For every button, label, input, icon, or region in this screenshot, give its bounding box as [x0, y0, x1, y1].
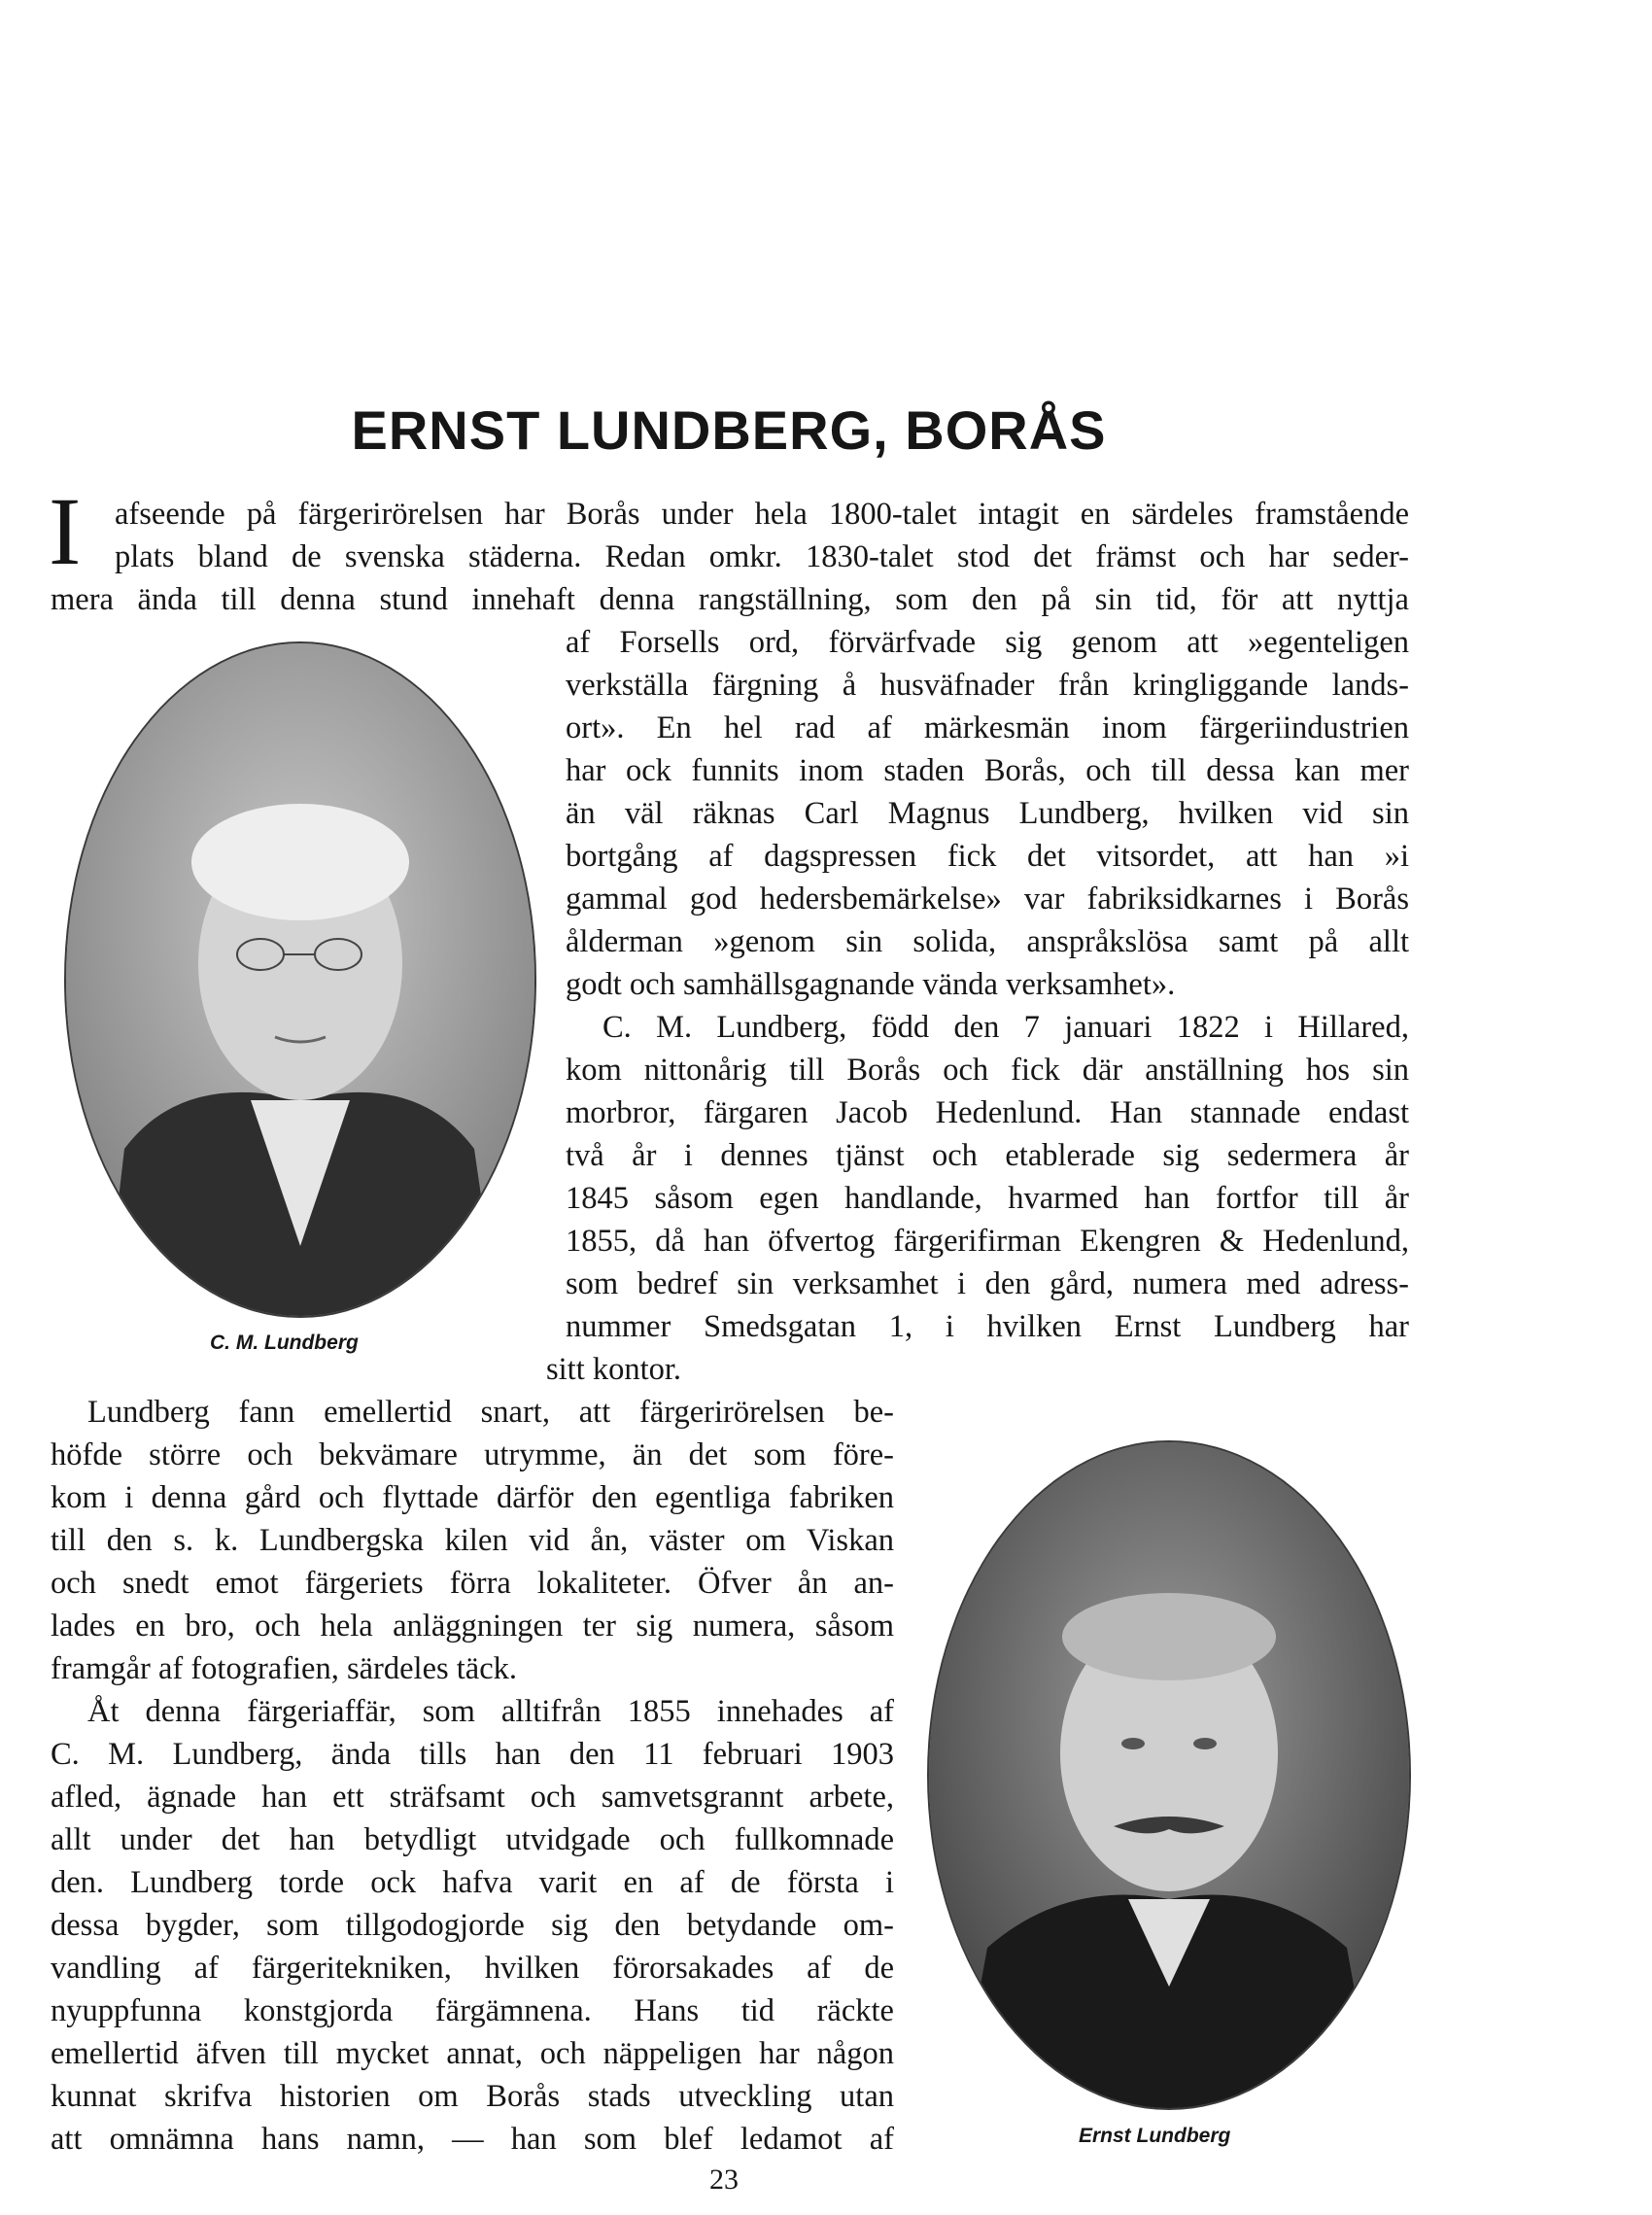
- intro-line: afseende på färgerirörelsen har Borås under hela 1800-talet intagit en särdeles framstående: [115, 497, 1409, 532]
- text-line: 1845 såsom egen handlande, hvarmed han fortfor till år: [566, 1181, 1409, 1216]
- text-line: lades en bro, och hela anläggningen ter sig numera, såsom: [51, 1609, 894, 1644]
- text-line: kom i denna gård och flyttade därför den egentliga fabriken: [51, 1480, 894, 1515]
- portrait-cm-lundberg: [64, 641, 536, 1318]
- text-line: och snedt emot färgeriets förra lokaliteter. Öfver ån an-: [51, 1566, 894, 1601]
- intro-line: plats bland de svenska städerna. Redan omkr. 1830-talet stod det främst och har seder-: [115, 539, 1409, 574]
- text-line: höfde större och bekvämare utrymme, än det som före-: [51, 1437, 894, 1472]
- text-line: morbror, färgaren Jacob Hedenlund. Han stannade endast: [566, 1095, 1409, 1130]
- caption-cm-lundberg: C. M. Lundberg: [210, 1332, 359, 1354]
- text-line: två år i dennes tjänst och etablerade sig sedermera år: [566, 1138, 1409, 1173]
- text-line: allt under det han betydligt utvidgade och fullkomnade: [51, 1822, 894, 1857]
- text-line: Åt denna färgeriaffär, som alltifrån 1855 innehades af: [87, 1694, 894, 1729]
- text-line: till den s. k. Lundbergska kilen vid ån, väster om Viskan: [51, 1523, 894, 1558]
- caption-ernst-lundberg: Ernst Lundberg: [1079, 2125, 1231, 2147]
- page-number: 23: [709, 2163, 739, 2196]
- text-line: C. M. Lundberg, född den 7 januari 1822 i Hillared,: [602, 1010, 1409, 1045]
- text-line: emellertid äfven till mycket annat, och näppeligen har någon: [51, 2036, 894, 2071]
- text-line: Lundberg fann emellertid snart, att färgerirörelsen be-: [87, 1395, 894, 1430]
- text-line: kunnat skrifva historien om Borås stads utveckling utan: [51, 2079, 894, 2114]
- text-line: kom nittonårig till Borås och fick där anställning hos sin: [566, 1053, 1409, 1088]
- text-line: af Forsells ord, förvärfvade sig genom att »egenteligen: [566, 625, 1409, 660]
- text-line: än väl räknas Carl Magnus Lundberg, hvilken vid sin: [566, 796, 1409, 831]
- page-title: ERNST LUNDBERG, BORÅS: [351, 399, 1107, 461]
- text-line: sitt kontor.: [546, 1352, 682, 1387]
- text-line: som bedref sin verksamhet i den gård, numera med adress-: [566, 1266, 1409, 1301]
- text-line: dessa bygder, som tillgodogjorde sig den betydande om-: [51, 1908, 894, 1943]
- text-line: ålderman »genom sin solida, anspråkslösa samt på allt: [566, 924, 1409, 959]
- text-line: gammal god hedersbemärkelse» var fabriksidkarnes i Borås: [566, 882, 1409, 917]
- text-line: att omnämna hans namn, — han som blef ledamot af: [51, 2122, 894, 2157]
- text-line: afled, ägnade han ett sträfsamt och samvetsgrannt arbete,: [51, 1780, 894, 1815]
- text-line: nummer Smedsgatan 1, i hvilken Ernst Lundberg har: [566, 1309, 1409, 1344]
- text-line: godt och samhällsgagnande vända verksamhet».: [566, 967, 1176, 1002]
- text-line: den. Lundberg torde ock hafva varit en af de första i: [51, 1865, 894, 1900]
- text-line: nyuppfunna konstgjorda färgämnena. Hans tid räckte: [51, 1993, 894, 2028]
- text-line: har ock funnits inom staden Borås, och till dessa kan mer: [566, 753, 1409, 788]
- text-line: 1855, då han öfvertog färgerifirman Ekengren & Hedenlund,: [566, 1224, 1409, 1259]
- text-line: framgår af fotografien, särdeles täck.: [51, 1651, 518, 1686]
- drop-cap: I: [49, 477, 82, 585]
- text-line: C. M. Lundberg, ända tills han den 11 februari 1903: [51, 1737, 894, 1772]
- intro-line: mera ända till denna stund innehaft denna rangställning, som den på sin tid, för att nyttja: [51, 582, 1409, 617]
- portrait-ernst-lundberg: [927, 1440, 1411, 2110]
- text-line: verkställa färgning å husväfnader från kringliggande lands-: [566, 668, 1409, 703]
- portrait-ernst-lundberg-image: [929, 1442, 1409, 2108]
- text-line: bortgång af dagspressen fick det vitsordet, att han »i: [566, 839, 1409, 874]
- portrait-cm-lundberg-image: [66, 643, 534, 1316]
- text-line: ort». En hel rad af märkesmän inom färgeriindustrien: [566, 710, 1409, 745]
- text-line: vandling af färgeritekniken, hvilken förorsakades af de: [51, 1951, 894, 1986]
